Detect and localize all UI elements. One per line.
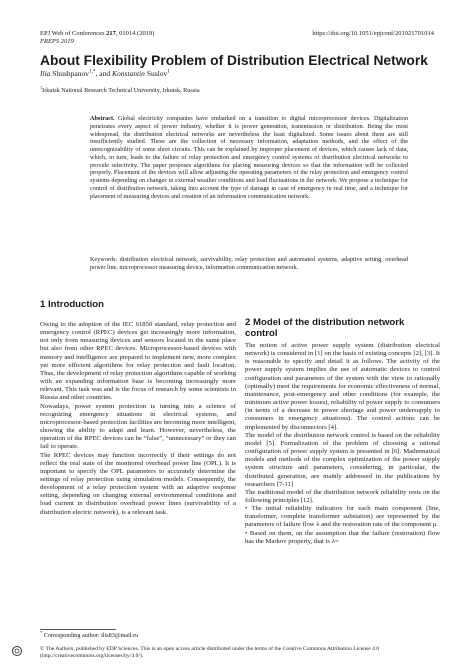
keywords: Keywords: distribution electrical network, survivability, relay protection and automated systems, adaptive setting, overhead power line, microprocessor measuring device, information communication network. — [90, 256, 408, 271]
paragraph: Nowadays, power system protection is turning into a science of recognizing emergency situations in electrical systems, and microprocessor-based protection facilities are becoming more intelligent, showing the ability to adapt and learn. However, nevertheless, the operation of the RPEC devices can be “false”, “unnecessary” or they can fail to operate. — [40, 402, 236, 451]
abstract — [90, 115, 408, 200]
open-access-icon — [12, 646, 22, 656]
author-list — [40, 69, 170, 78]
author-1-last: Shushpanov — [50, 69, 89, 78]
running-header — [40, 30, 154, 46]
section-heading-model: 2 Model of the distribution network control — [245, 317, 405, 339]
journal-volume: 217 — [106, 30, 116, 37]
author-2-affil: 1 — [167, 68, 170, 75]
paragraph: The traditional model of the distribution network reliability rests on the following principles [12]. — [245, 488, 440, 504]
article-number: , 01014 (2019) — [115, 30, 155, 37]
journal-name: EPJ Web of Conferences — [40, 30, 107, 37]
author-1-first: Ilia — [40, 69, 51, 78]
paragraph: The model of the distribution network control is based on the reliability model [5]. Formalization of the problem of choosing a rational configuration of power supply system is presented in [6]. Mathematical models and methods of the complex optimization of the power supply system structure and parameters, considering, in particular, the distributed generation, are mainly addressed in the publications by researchers [7-11] — [245, 431, 440, 488]
paragraph: The notion of active power supply system (distribution electrical network) is considered in [1] on the basis of existing concepts [2], [3]. It is reasonable to specify and detail it as follows. The activity of the power supply system implies the use of automatic devices to control configuration and parameters of the system with the view to rationally (optimally) meet the requirements for economic effectiveness of normal, maintenance, post-emergency and other conditions (for example, the minimum active power losses), reliability of power supply to consumers (in terms of a decrease in power shortage and power undersupply to consumers in emergency situations). The control actions can be implemented by disconnectors [4]. — [245, 342, 440, 431]
paragraph: Owing to the adoption of the IEC 61850 standard, relay protection and emergency control (RPEC) devices get increasingly more information, not only from measuring devices and sensors located in the same place but also from other RPEC devices. Microprocessor-based devices with memory and intelligence are prepared to implement new, more complex yet more efficient algorithms for relay protection and fault location. Thus, the development of relay protection algorithms capable of working with an expanding information base is becoming increasingly more relevant. This task was and is the focus of research by some scientists in Russia and other countries. — [40, 321, 236, 402]
affiliation-mark: 1 — [40, 84, 43, 90]
affiliation — [40, 84, 200, 95]
paragraph: • The initial reliability indicators for each main component (line, transformer, complete transformer substation) are represented by the parameters of failure flow λ and the restoration rate of the component μ. — [245, 505, 440, 529]
conference-name: FREPS 2019 — [40, 38, 74, 45]
right-column — [245, 342, 440, 546]
author-2-last: Suslov — [144, 69, 168, 78]
footnote-mark: * — [40, 629, 43, 635]
paragraph: • Based on them, on the assumption that the failure (restoration) flow has the Markov property, that is λ= — [245, 529, 440, 545]
author-1-affil: 1,* — [88, 68, 96, 75]
author-conjunction: , and — [95, 69, 112, 78]
author-2-first: Konstantin — [112, 69, 145, 78]
footnote — [40, 629, 139, 640]
left-column — [40, 321, 236, 517]
copyright-notice: © The Authors, published by EDP Sciences. This is an open access article distributed under the terms of the Creative Commons Attribution License 4.0 (http://creativecommons.org/licenses/by/4.0/). — [40, 646, 380, 659]
doi-link[interactable]: https://doi.org/10.1051/epjconf/201921701014 — [312, 30, 434, 37]
footnote-divider — [40, 629, 116, 630]
abstract-label: Abstract. — [90, 115, 115, 122]
affiliation-text: Irkutsk National Research Technical University, Irkutsk, Russia — [42, 87, 200, 94]
footnote-text: Corresponding author: ilis83@mail.ru — [42, 632, 139, 639]
section-heading-introduction: 1 Introduction — [40, 299, 104, 310]
paragraph: The RPEC devices may function incorrectly if their settings do not reflect the real state of the monitored overhead power line (OPL). It is important to specify the OPL parameters to accurately determine the settings of relay protection using simulation models. Consequently, the development of a relay protection system with an adaptive response setting, depending on changing external environmental conditions and load current in distribution overhead power lines (survivability of a distribution electric network), is a relevant task. — [40, 451, 236, 516]
paper-title: About Flexibility Problem of Distribution Electrical Network — [40, 53, 428, 68]
journal-line — [40, 30, 154, 38]
abstract-text: Global electricity companies have embarked on a transition to digital microprocessor devices. Digitalization penetrates every aspect of power industry, whether it is power generation, transmission or distribution. Being the most widespread, the distribution electrical networks are nevertheless the least digitalized. Some issues about them are still insufficiently studied. These are the collection of necessary information, adaptation methods, and the effect of the unrecognizability of some short circuits. This can be explained by improper placement of devices, which causes lack of data, which, in turn, leads to the failure of relay protection and emergency control systems of distribution electrical networks to provide selectivity. The paper proposes algorithms for placing measuring devices so that the information will be collected properly. Placement of the devices will allow adjusting the operating parameters of the relay protection and emergency control systems depending on changes in external weather conditions and load fluctuations in the network. We propose a technique for control of distribution network, taking into account the type of damage in case of emergency in real time, and a technique for placement of measuring devices and creation of an information communication network. — [90, 115, 408, 200]
